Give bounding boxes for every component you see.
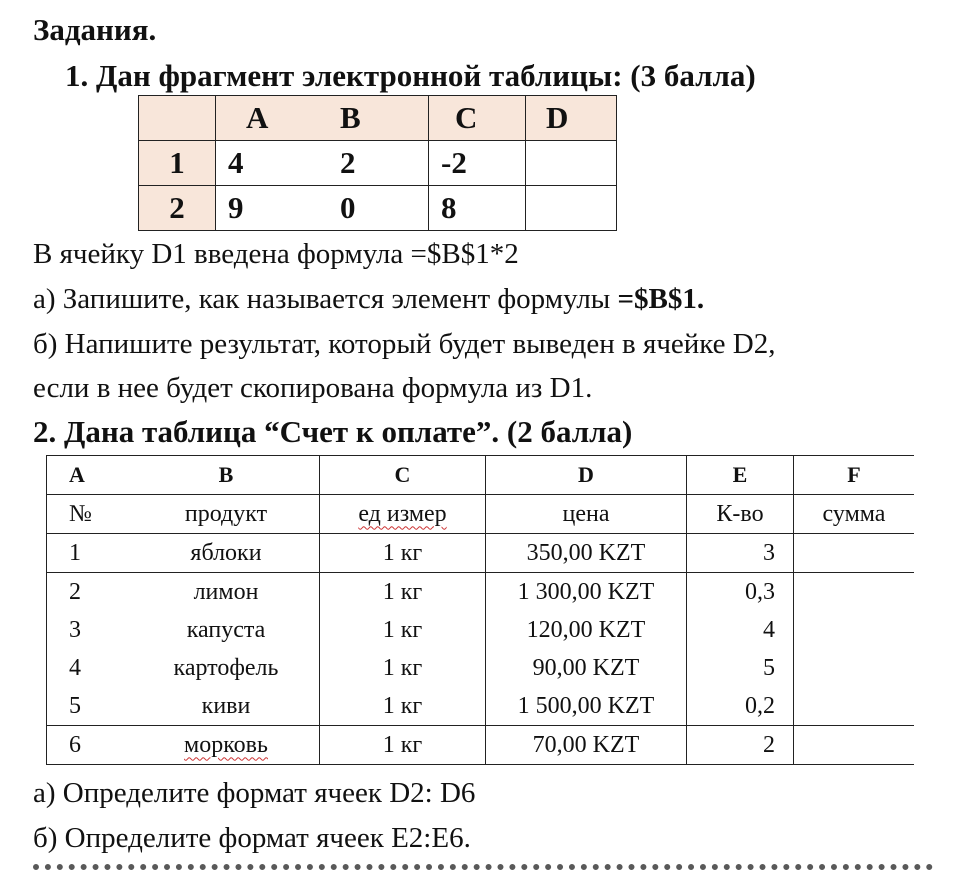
table1-row-2 xyxy=(139,186,617,231)
table-cell xyxy=(794,726,915,765)
table1-header-row xyxy=(139,96,617,141)
table2-column-letters-row xyxy=(47,456,915,495)
table-row xyxy=(47,573,915,612)
table2-header-cell: № xyxy=(47,495,134,534)
table-cell: 1 кг xyxy=(320,649,486,687)
spreadsheet-fragment-table xyxy=(138,95,617,231)
table1-col-c-header: C xyxy=(429,96,526,141)
table1-cell-d1 xyxy=(526,141,617,186)
table-row xyxy=(47,649,915,687)
table-cell: картофель xyxy=(133,649,320,687)
table-cell: 5 xyxy=(687,649,794,687)
table-cell: лимон xyxy=(133,573,320,612)
table1-cell-d2 xyxy=(526,186,617,231)
table1-corner-cell xyxy=(139,96,216,141)
table-cell: 1 xyxy=(47,534,134,573)
table2-col-letter: D xyxy=(486,456,687,495)
table-cell xyxy=(794,573,915,612)
task2-title: 2. Дана таблица “Счет к оплате”. (2 балла) xyxy=(33,414,633,449)
table2-col-letter: B xyxy=(133,456,320,495)
table1-col-a-header: A xyxy=(216,96,311,141)
table-cell: 0,2 xyxy=(687,687,794,726)
table2-header-cell: продукт xyxy=(133,495,320,534)
table-cell: 1 кг xyxy=(320,611,486,649)
table-cell: 350,00 KZT xyxy=(486,534,687,573)
table-cell: капуста xyxy=(133,611,320,649)
table-cell: 4 xyxy=(687,611,794,649)
table-cell: 70,00 KZT xyxy=(486,726,687,765)
table-row xyxy=(47,611,915,649)
table2-header-cell: К-во xyxy=(687,495,794,534)
invoice-table xyxy=(46,455,914,765)
product-text: морковь xyxy=(184,731,268,758)
formula-element: =$B$1. xyxy=(617,283,705,315)
table-cell: 6 xyxy=(47,726,134,765)
table-cell: 1 500,00 KZT xyxy=(486,687,687,726)
table2-col-letter: E xyxy=(687,456,794,495)
task1-question-a xyxy=(33,283,704,316)
table-cell xyxy=(133,726,320,765)
table-cell: 1 кг xyxy=(320,726,486,765)
table1-cell-b2: 0 xyxy=(310,186,429,231)
unit-header-text: ед измер xyxy=(358,500,447,527)
table2-col-letter: A xyxy=(47,456,134,495)
task1-question-b-line1: б) Напишите результат, который будет выведен в ячейке D2, xyxy=(33,328,776,360)
table-cell: 4 xyxy=(47,649,134,687)
cut-off-next-line xyxy=(33,864,933,874)
table-cell: 120,00 KZT xyxy=(486,611,687,649)
table-cell: 2 xyxy=(47,573,134,612)
table1-cell-a1: 4 xyxy=(216,141,311,186)
table1-cell-a2: 9 xyxy=(216,186,311,231)
table-cell xyxy=(794,687,915,726)
table1-cell-c1: -2 xyxy=(429,141,526,186)
table1-cell-c2: 8 xyxy=(429,186,526,231)
task1-question-b-line2: если в нее будет скопирована формула из D1. xyxy=(33,372,593,404)
table1-row-header: 2 xyxy=(139,186,216,231)
table2-header-cell: цена xyxy=(486,495,687,534)
page-heading: Задания. xyxy=(33,12,157,47)
table-cell: 1 кг xyxy=(320,573,486,612)
table-cell: яблоки xyxy=(133,534,320,573)
formula-statement: В ячейку D1 введена формула =$B$1*2 xyxy=(33,238,519,270)
question-a-text: а) Запишите, как называется элемент формулы xyxy=(33,283,618,315)
table-cell: 0,3 xyxy=(687,573,794,612)
table-cell xyxy=(794,534,915,573)
table-row xyxy=(47,534,915,573)
table-cell: 90,00 KZT xyxy=(486,649,687,687)
table-cell xyxy=(794,649,915,687)
table2-header-row xyxy=(47,495,915,534)
table-row xyxy=(47,726,915,765)
task1-title: 1. Дан фрагмент электронной таблицы: (3 балла) xyxy=(65,58,756,93)
table1-col-b-header: B xyxy=(310,96,429,141)
table1-cell-b1: 2 xyxy=(310,141,429,186)
table-cell: киви xyxy=(133,687,320,726)
table-cell: 3 xyxy=(687,534,794,573)
cut-off-text-fragment xyxy=(33,864,933,874)
table2-header-cell xyxy=(320,495,486,534)
table1-row-1 xyxy=(139,141,617,186)
table-cell: 3 xyxy=(47,611,134,649)
task2-question-b: б) Определите формат ячеек E2:E6. xyxy=(33,822,471,854)
table-cell: 1 300,00 KZT xyxy=(486,573,687,612)
table-cell: 1 кг xyxy=(320,534,486,573)
table2-col-letter: C xyxy=(320,456,486,495)
table1-row-header: 1 xyxy=(139,141,216,186)
table-cell: 5 xyxy=(47,687,134,726)
table2-header-cell: сумма xyxy=(794,495,915,534)
table-cell: 1 кг xyxy=(320,687,486,726)
table2-col-letter: F xyxy=(794,456,915,495)
task2-question-a: а) Определите формат ячеек D2: D6 xyxy=(33,777,476,809)
table1-col-d-header: D xyxy=(526,96,617,141)
table-cell xyxy=(794,611,915,649)
table-cell: 2 xyxy=(687,726,794,765)
table-row xyxy=(47,687,915,726)
